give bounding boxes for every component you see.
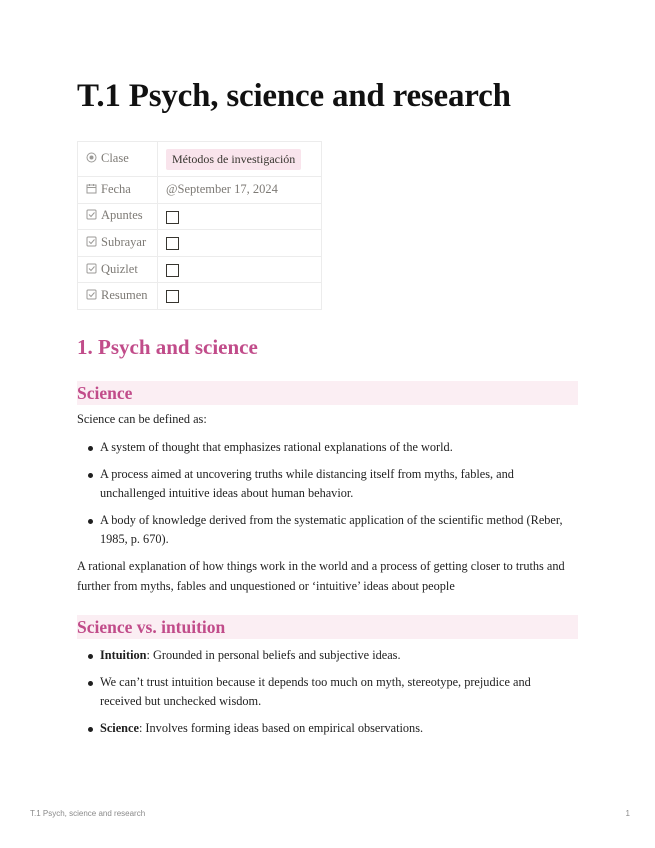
properties-table [77,141,322,310]
subrayar-checkbox[interactable] [166,237,179,250]
science-definition-list [77,438,567,550]
apuntes-checkbox[interactable] [166,211,179,224]
list-item: A process aimed at uncovering truths while distancing itself from myths, fables, and unchallenged intuitive ideas about human behavior. [77,465,567,504]
property-name-apuntes [78,203,158,230]
quizlet-checkbox[interactable] [166,264,179,277]
property-label: Quizlet [101,261,138,276]
science-summary: A rational explanation of how things work in the world and a process of getting closer to truths and further from myths, fables and unquestioned or ‘intuitive’ ideas about people [77,559,565,593]
class-tag[interactable]: Métodos de investigación [166,149,301,170]
section-heading-psych-and-science: 1. Psych and science [77,335,258,359]
definition: : Grounded in personal beliefs and subjective ideas. [146,648,401,662]
subheading-science-vs-intuition: Science vs. intuition [77,615,578,639]
term: Intuition [100,648,147,662]
property-label: Fecha [101,181,131,196]
page-title: T.1 Psych, science and research [77,78,511,114]
status-circle-icon [86,152,97,167]
list-item [77,719,567,739]
property-row-apuntes [78,203,322,230]
property-label: Apuntes [101,208,143,223]
property-label: Subrayar [101,234,147,249]
checkbox-property-icon [86,289,97,304]
list-item [77,646,567,666]
subheading-science: Science [77,381,578,405]
property-label: Clase [101,151,129,165]
calendar-icon [86,183,97,198]
property-row-fecha [78,177,322,204]
footer-document-title: T.1 Psych, science and research [30,809,146,818]
footer-page-number: 1 [625,809,630,818]
list-item [77,673,567,712]
science-vs-intuition-list [77,646,567,738]
property-value-quizlet [158,256,322,283]
property-value-resumen [158,283,322,310]
property-row-clase [78,142,322,177]
property-value-fecha[interactable]: @September 17, 2024 [158,177,322,204]
property-name-quizlet [78,256,158,283]
checkbox-property-icon [86,263,97,278]
term: Science [100,720,139,735]
property-value-clase[interactable] [158,142,322,177]
property-name-clase [78,142,158,177]
checkbox-property-icon [86,236,97,251]
resumen-checkbox[interactable] [166,290,179,303]
science-intro: Science can be defined as: [77,412,207,426]
checkbox-property-icon [86,209,97,224]
property-row-resumen [78,283,322,310]
property-value-subrayar [158,230,322,257]
property-row-subrayar [78,230,322,257]
property-label: Resumen [101,288,148,303]
definition: We can’t trust intuition because it depends too much on myth, stereotype, prejudice and received but unchecked wisdom. [100,674,531,708]
property-value-apuntes [158,203,322,230]
property-name-subrayar [78,230,158,257]
property-row-quizlet [78,256,322,283]
property-name-fecha [78,177,158,204]
property-name-resumen [78,283,158,310]
definition: : Involves forming ideas based on empirical observations. [138,720,424,735]
list-item: A body of knowledge derived from the systematic application of the scientific method (Reber, 1985, p. 670). [77,511,567,550]
list-item: A system of thought that emphasizes rational explanations of the world. [77,438,567,458]
